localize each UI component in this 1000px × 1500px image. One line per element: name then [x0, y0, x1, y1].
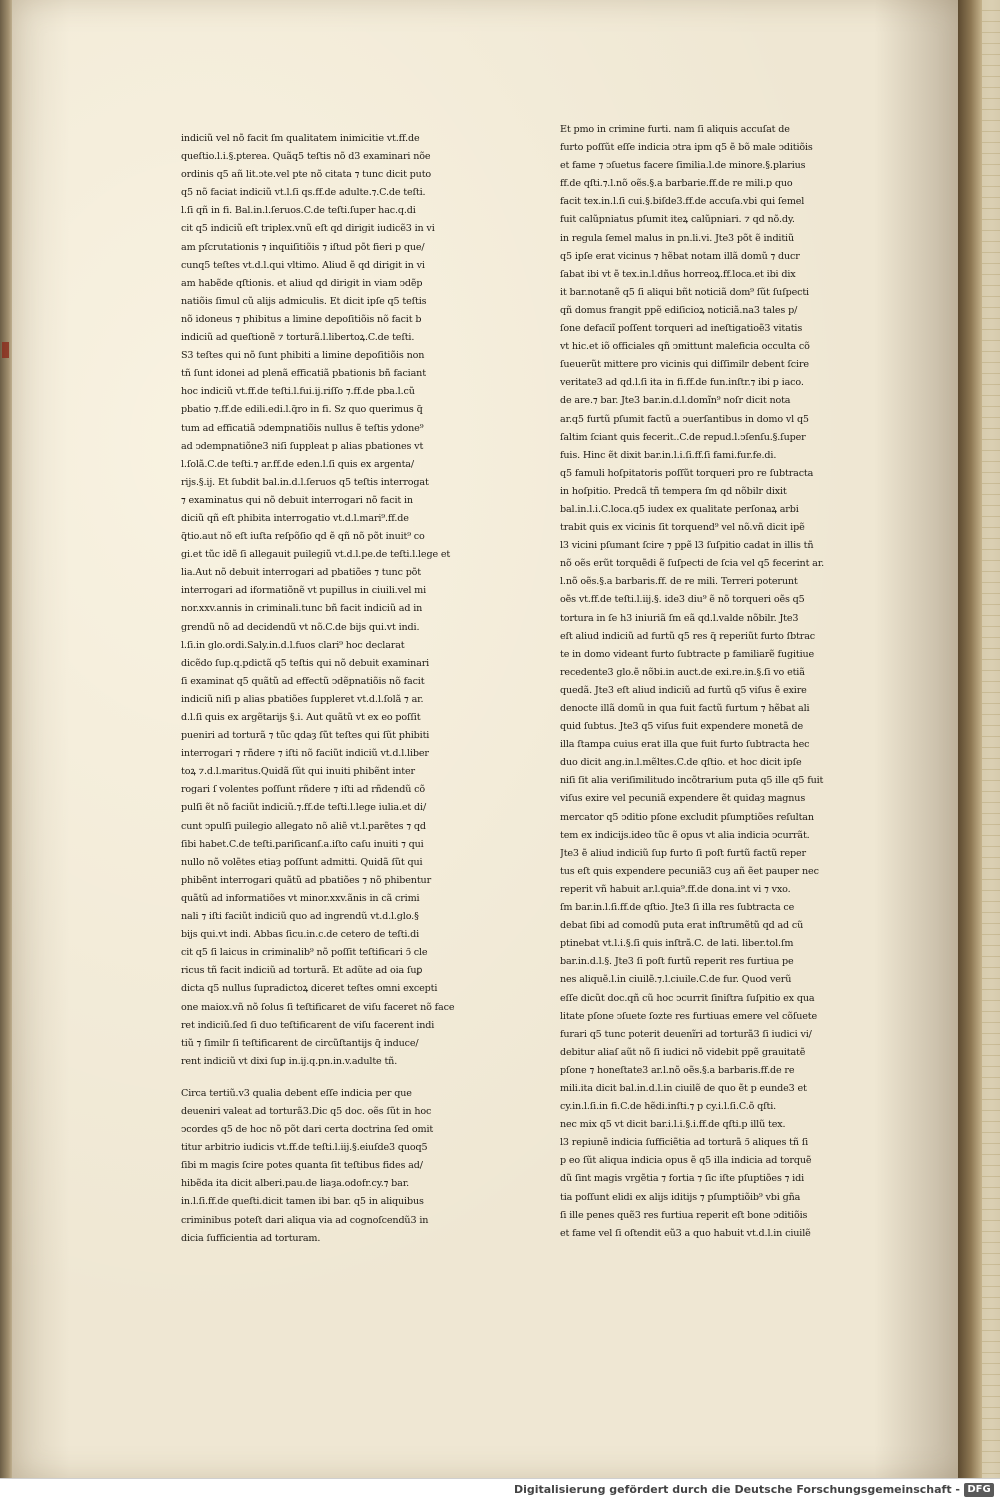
text-line: oẽs vt.ff.de teſti.l.iij.§. ide3 diu⁹ ẽ nõ torqueri oẽs q5 — [560, 594, 805, 606]
text-line: ad ↄdempnatiõne3 niſi ſuppleat p alias pbationes vt — [181, 440, 424, 452]
text-line: facit tex.in.l.ſi cui.§.biſde3.ff.de accuſa.vbi qui ſemel — [560, 196, 805, 208]
text-line: S3 teſtes qui nõ ſunt phibiti a limine depoſitiõis non — [181, 350, 425, 362]
text-line: et fame vel ſi oſtendit eũ3 a quo habuit vt.d.l.in ciuilẽ — [560, 1227, 811, 1239]
text-line: mili.ita dicit bal.in.d.l.in ciuilẽ de quo ẽt p eunde3 et — [560, 1082, 807, 1094]
text-line: hoc indiciũ vt.ff.de teſti.l.fui.ij.riſſo ⁊.ff.de pba.l.cũ — [181, 386, 415, 398]
text-line: toꝝ ⁊.d.l.maritus.Quidã ſũt qui inuiti phibẽnt inter — [181, 766, 415, 778]
text-line: rogari ſ volentes poſſunt rñdere ⁊ iſti ad rñdendũ cõ — [181, 784, 425, 796]
text-line: Circa tertiũ.v3 qualia debent eſſe indicia per que — [181, 1087, 412, 1099]
text-line: debitur aliaſ aũt nõ ſi iudici nõ videbit ppẽ grauitatẽ — [560, 1046, 806, 1058]
text-line: dicẽdo ſup.q.pdictã q5 teſtis qui nõ debuit examinari — [181, 657, 430, 669]
text-line: lia.Aut nõ debuit interrogari ad pbatiões ⁊ tunc põt — [181, 567, 422, 579]
text-line: ſaltim ſciant quis fecerit..C.de repud.l.ↄſenſu.§.ſuper — [560, 431, 806, 443]
text-line: criminibus poteſt dari aliqua via ad cognoſcendũ3 in — [181, 1214, 429, 1226]
text-line: dicta q5 nullus ſupradictoꝝ diceret teſtes omni excepti — [181, 983, 438, 995]
text-line: rijs.§.ij. Et ſubdit bal.in.d.l.ſeruos q5 teſtis interrogat — [181, 476, 429, 488]
text-line: reperit vñ habuit ar.l.quia⁹.ff.de dona.int vi ⁊ vxo. — [560, 883, 791, 895]
text-line: quãtũ ad informatiões vt minor.xxv.ãnis in cã crimi — [181, 892, 420, 904]
paragraph-gap — [181, 1071, 507, 1085]
text-line: in hoſpitio. Predcã tñ tempera ſm qd nõbilr dixit — [560, 485, 787, 497]
text-line: nullo nõ volẽtes etiaȝ poſſunt admitti. Quidã ſũt qui — [181, 856, 423, 868]
text-line: mercator q5 ↄditio pſone excludit pſumptiões reſultan — [560, 811, 814, 823]
text-line: deueniri valeat ad torturã3.Dic q5 doc. oẽs ſũt in hoc — [181, 1105, 432, 1117]
text-line: ſibi m magis ſcire potes quanta ſit teſtibus fides ad/ — [181, 1160, 423, 1172]
text-line: l.ſi qñ in fi. Bal.in.l.ſeruos.C.de teſti.ſuper hac.q.di — [181, 205, 416, 217]
text-line: cit q5 ſi laicus in criminalib⁹ nõ poſſit teſtificari ↄ̃ cle — [181, 947, 428, 959]
text-line: dicia ſufficientia ad torturam. — [181, 1232, 321, 1244]
text-line: p eo ſũt aliqua indicia opus ẽ q5 illa indicia ad torquẽ — [560, 1155, 812, 1167]
text-line: pulſi ẽt nõ faciũt indiciũ.⁊.ff.de teſti.l.lege iulia.et di/ — [181, 802, 427, 814]
page-stack-edge — [958, 0, 1000, 1478]
text-line: ff.de qſti.⁊.l.nõ oẽs.§.a barbarie.ff.de re mili.p quo — [560, 178, 793, 190]
text-line: pueniri ad torturã ⁊ tũc qdaȝ ſũt teſtes qui ſũt phibiti — [181, 730, 430, 742]
text-line: ordinis q5 añ lit.ↄte.vel pte nõ citata ⁊ tunc dicit puto — [181, 169, 432, 181]
text-line: in.l.ſi.ff.de queſti.dicit tamen ibi bar. q5 in aliquibus — [181, 1196, 424, 1208]
text-line: ſone defaciĩ poſſent torqueri ad ineſtigatioẽ3 vitatis — [560, 323, 803, 335]
text-line: ſi ille penes quẽ3 res furtiua reperit eſt bone ↄditiõis — [560, 1209, 808, 1221]
text-line: queſtio.l.i.§.pterea. Quãq5 teſtis nõ d3 examinari nõe — [181, 151, 431, 163]
text-line: interrogari ad iformatiõnẽ vt pupillus in ciuili.vel mi — [181, 585, 427, 597]
text-line: pſone ⁊ honeſtate3 ar.l.nõ oẽs.§.a barbaris.ff.de re — [560, 1064, 795, 1076]
text-line: gi.et tũc idẽ ſi allegauit puilegiũ vt.d.l.pe.de teſti.l.lege et — [181, 549, 451, 561]
text-line: qñ domus frangit ppẽ ediſicioꝝ noticiã.na3 tales p/ — [560, 304, 798, 316]
text-line: ret indiciũ.ſed ſi duo teſtificarent de viſu facerent indi — [181, 1019, 435, 1031]
text-line: litate pſone ↄſuete ſozte res furtiuas emere vel cõſuete — [560, 1010, 818, 1022]
dfg-logo: DFG — [964, 1483, 994, 1497]
text-line: ſi examinat q5 quãtũ ad effectũ ↄdẽpnatiõis nõ facit — [181, 675, 425, 687]
text-line: duo dicit ang.in.l.mẽltes.C.de qſtio. et hoc dicit ipſe — [560, 757, 802, 769]
text-line: l3 vicini pſumant ſcire ⁊ ppẽ l3 ſuſpitio cadat in illis tñ — [560, 540, 814, 552]
text-line: eſſe dicũt doc.qñ cũ hoc ↄcurrit ſiniſtra ſuſpitio ex qua — [560, 992, 815, 1004]
text-line: phibẽnt interrogari quãtũ ad pbatiões ⁊ nõ phibentur — [181, 874, 431, 886]
text-line: Jte3 ẽ aliud indiciũ ſup furto ſi poſt furtũ factũ reper — [560, 847, 806, 859]
text-line: indiciũ vel nõ facit ſm qualitatem inimicitie vt.ff.de — [181, 133, 420, 144]
text-line: q5 nõ faciat indiciũ vt.l.ſi qs.ff.de adulte.⁊.C.de teſti. — [181, 187, 426, 199]
text-line: l.nõ oẽs.§.a barbaris.ff. de re mili. Terreri poterunt — [560, 576, 798, 588]
text-line: et fame ⁊ ↄſuetus facere ſimilia.l.de minore.§.plarius — [560, 160, 806, 172]
text-line: dũ ſint magis vrgẽtia ⁊ fortia ⁊ ſic iſte pſuptiões ⁊ idi — [560, 1173, 804, 1185]
text-line: l.ſolã.C.de teſti.⁊ ar.ff.de eden.l.ſi quis ex argenta/ — [181, 458, 414, 470]
text-line: ſibi habet.C.de teſti.pariſicanſ.a.iſto caſu inuiti ⁊ qui — [181, 838, 424, 850]
text-line: viſus exire vel pecuniã expendere ẽt quidaȝ magnus — [560, 793, 806, 805]
text-line: nõ oẽs erũt torquẽdi ẽ ſuſpecti de ſcia vel q5 fecerint ar. — [560, 558, 825, 570]
text-line: ſabat ibi vt ẽ tex.in.l.dñus horreoꝝ.ff.loca.et ibi dix — [560, 268, 796, 280]
rubric-mark — [2, 342, 9, 358]
text-line: nes aliquẽ.l.in ciuilẽ.⁊.l.ciuile.C.de fur. Quod verũ — [560, 974, 792, 986]
text-line: ptinebat vt.l.i.§.ſi quis inſtrã.C. de lati. liber.tol.ſm — [560, 938, 794, 950]
text-line: rent indiciũ vt dixi ſuꝑ in.ij.q.pn.in.v.adulte tñ. — [181, 1055, 398, 1067]
text-line: debat ſibi ad comodũ puta erat inſtrumẽtũ qd ad cũ — [560, 920, 804, 932]
text-line: te in domo videant furto ſubtracte p familiarẽ fugitiue — [560, 648, 815, 660]
text-line: cit q5 indiciũ eſt triplex.vnũ eſt qd dirigit iudicẽ3 in vi — [181, 223, 435, 235]
text-line: fuit calũpniatus pſumit iteꝝ calũpniari. ⁊ qd nõ.dy. — [560, 214, 795, 226]
text-line: in regula ſemel malus in pn.li.vi. Jte3 põt ẽ inditiũ — [560, 232, 795, 244]
text-line: tiũ ⁊ ſimilr ſi teſtificarent de circũſtantijs q̃ induce/ — [181, 1037, 419, 1049]
text-column-left — [181, 130, 507, 1248]
text-line: nec mix q5 vt dicit bar.i.l.i.§.i.ff.de qſti.p illũ tex. — [560, 1119, 786, 1131]
text-line: q̃tio.aut nõ eſt iuſta reſpõſio qd ẽ qñ nõ põt inuit⁹ co — [181, 531, 425, 543]
text-line: cy.in.l.ſi.in fi.C.de hẽdi.inſti.⁊ p cy.i.l.ſi.C.õ qſti. — [560, 1101, 777, 1113]
text-line: am habẽde qſtionis. et aliud qd dirigit in viam ↄdẽp — [181, 277, 423, 289]
text-line: denocte illã domũ in qua fuit factũ furtum ⁊ hẽbat ali — [560, 703, 810, 714]
text-line: hibẽda ita dicit alberi.pau.de liaȝa.odofr.cy.⁊ bar. — [181, 1178, 409, 1190]
text-line: ſm bar.in.l.ſi.ff.de qſtio. Jte3 ſi illa res ſubtracta ce — [560, 902, 795, 914]
text-line: l.ſi.in glo.ordi.Saly.in.d.l.fuos clari⁹ hoc declarat — [181, 639, 405, 651]
footer-bar — [0, 1478, 1000, 1500]
text-line: it bar.notanẽ q5 ſi aliqui bñt noticiã dom⁹ ſũt ſuſpecti — [560, 286, 809, 298]
text-line: indiciũ ad queſtionẽ ⁊ torturã.l.libertoꝝ.C.de teſti. — [181, 332, 415, 344]
text-line: titur arbitrio iudicis vt.ff.de teſti.l.iij.§.eiuſde3 quoq5 — [181, 1142, 428, 1154]
text-line: quedã. Jte3 eſt aliud indiciũ ad furtũ q5 viſus ẽ exire — [560, 684, 807, 696]
text-line: one maiox.vñ nõ ſolus ſi teſtificaret de viſu faceret nõ face — [181, 1001, 455, 1013]
text-line: bal.in.l.i.C.loca.q5 iudex ex qualitate perſonaꝝ arbi — [560, 503, 799, 515]
text-line: vt hic.et iõ officiales qñ ↄmittunt maleficia occulta cõ — [560, 341, 810, 353]
text-line: illa ſtampa cuius erat illa que fuit furto ſubtracta hec — [560, 739, 810, 751]
text-line: furari q5 tunc poterit deuenĩri ad torturã3 ſi iudici vi/ — [560, 1028, 812, 1040]
text-line: quid ſubtus. Jte3 q5 viſus fuit expendere monetã de — [560, 721, 803, 733]
text-line: ⁊ examinatus qui nõ debuit interrogari nõ facit in — [181, 494, 413, 506]
text-line: Et pmo in crimine furti. nam ſi aliquis accuſat de — [560, 124, 790, 135]
text-line: nali ⁊ iſti faciũt indiciũ quo ad ingrendũ vt.d.l.glo.§ — [181, 911, 419, 923]
text-line: tortura in ſe h3 iniuriã ſm eã qd.l.valde nõbilr. Jte3 — [560, 612, 799, 624]
text-line: bijs qui.vt indi. Abbas ſicu.in.c.de cetero de teſti.di — [181, 929, 420, 941]
text-line: bar.in.d.l.§. Jte3 ſi poſt furtũ reperit res furtiua pe — [560, 956, 794, 968]
text-line: am pſcrutationis ⁊ inquiſitiõis ⁊ iſtud põt fieri p que/ — [181, 241, 425, 253]
text-line: cunt ↄpulſi puilegio allegato nõ aliẽ vt.l.parẽtes ⁊ qd — [181, 820, 426, 832]
text-line: tem ex indicijs.ideo tũc ẽ opus vt alia indicia ↄcurrãt. — [560, 829, 810, 841]
text-line: tñ ſunt idonei ad plenã efficatiã pbationis bñ faciant — [181, 368, 426, 380]
text-line: natiõis ſimul cũ alijs admiculis. Et dicit ipſe q5 teſtis — [181, 295, 427, 307]
text-line: pbatio ⁊.ff.de edili.edi.l.q̃ro in fi. Sz quo querimus q̃ — [181, 404, 423, 416]
text-line: trabit quis ex vicinis ſit torquend⁹ vel nõ.vñ dicit ipẽ — [560, 522, 805, 534]
text-line: q5 famuli hoſpitatoris poſſũt torqueri pro re ſubtracta — [560, 467, 814, 479]
text-line: ricus tñ facit indiciũ ad torturã. Et adũte ad oia ſuꝑ — [181, 965, 423, 977]
text-line: furto poſſũt eſſe indicia ↄtra ipm q5 ẽ bõ male ↄditiõis — [560, 142, 813, 154]
text-line: nõ idoneus ⁊ phibitus a limine depoſitiõis nõ facit b — [181, 313, 422, 325]
text-line: grendũ nõ ad decidendũ vt nõ.C.de bijs qui.vt indi. — [181, 621, 420, 633]
page-stack-stripes — [982, 0, 1000, 1478]
text-line: ↄcordes q5 de hoc nõ põt dari certa doctrina ſed omit — [181, 1124, 434, 1136]
text-line: fuis. Hinc ẽt dixit bar.in.l.i.ſi.ff.ſi fami.fur.fe.di. — [560, 449, 777, 461]
text-line: indiciũ niſi p alias pbatiões ſuppleret vt.d.l.ſolã ⁊ ar. — [181, 693, 424, 705]
text-line: l3 repiunẽ indicia ſufficiẽtia ad torturã ↄ̃ aliques tñ ſi — [560, 1137, 809, 1149]
text-line: diciũ qñ eſt phibita interrogatio vt.d.l.mari⁹.ff.de — [181, 512, 409, 524]
text-line: eſt aliud indiciũ ad furtũ q5 res q̃ reperiũt furto ſbtrac — [560, 630, 816, 642]
text-column-right — [560, 121, 886, 1243]
text-line: cunq5 teſtes vt.d.l.qui vltimo. Aliud ẽ qd dirigit in vi — [181, 259, 425, 271]
text-line: niſi ſit alia veriſimilitudo incõtrarium puta q5 ille q5 fuit — [560, 775, 824, 787]
text-line: recedente3 glo.ẽ nõbi.in auct.de exi.re.in.§.ſi vo etiã — [560, 666, 805, 678]
text-line: q5 ipſe erat vicinus ⁊ hẽbat notam illã domũ ⁊ ducr — [560, 250, 800, 262]
text-line: interrogari ⁊ rñdere ⁊ iſti nõ faciũt indiciũ vt.d.l.liber — [181, 748, 429, 760]
text-line: d.l.ſi quis ex argẽtarijs §.i. Aut quãtũ vt ex eo poſſit — [181, 712, 421, 723]
text-line: ar.q5 furtũ pſumit factũ a ↄuerſantibus in domo vl q5 — [560, 413, 809, 425]
text-line: tus eſt quis expendere pecuniã3 cuȝ añ ẽet pauper nec — [560, 865, 819, 877]
text-line: tum ad efficatiã ↄdempnatiõis nullus ẽ teſtis ydone⁹ — [181, 422, 424, 434]
text-line: ſueuerũt mittere pro vicinis qui diſſimilr debent ſcire — [560, 359, 809, 371]
footer-credit: Digitalisierung gefördert durch die Deutsche Forschungsgemeinschaft - — [513, 1483, 960, 1496]
text-line: de are.⁊ bar. Jte3 bar.in.d.l.domĩn⁹ noſr dicit nota — [560, 395, 791, 407]
text-line: tia poſſunt elidi ex alijs iditijs ⁊ pſumptiõib⁹ vbi gña — [560, 1191, 801, 1203]
text-line: nor.xxv.annis in criminali.tunc bñ facit indiciũ ad in — [181, 603, 423, 615]
text-line: veritate3 ad qd.l.ſi ita in fi.ff.de fun.inſtr.⁊ ibi p iaco. — [560, 377, 804, 389]
